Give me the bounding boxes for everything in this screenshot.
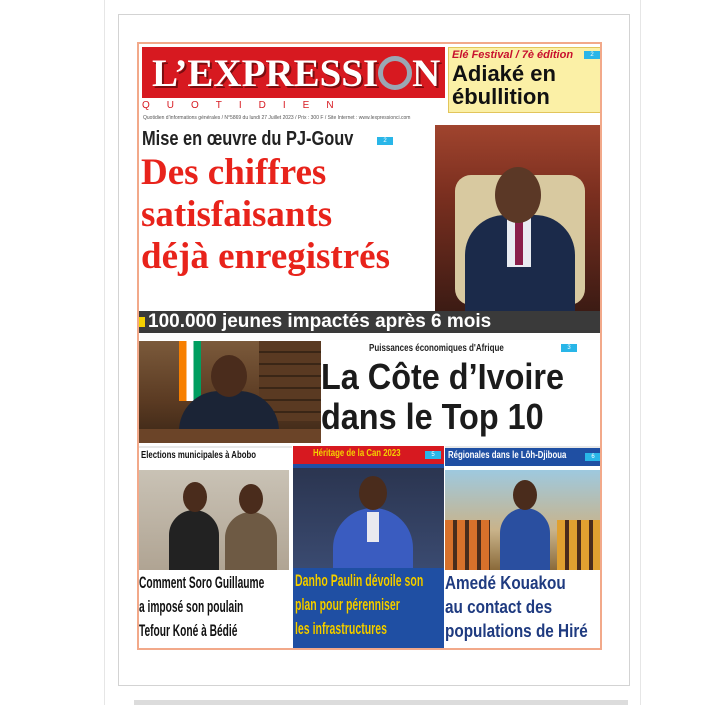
banner-marker-icon — [139, 317, 145, 327]
column-2-shirt — [367, 512, 379, 542]
second-head-shape — [211, 355, 247, 397]
masthead — [142, 47, 445, 98]
second-headline-line1: La Côte d’Ivoire — [321, 356, 565, 397]
masthead-o-logo-icon — [378, 56, 412, 90]
ivory-coast-flag-icon — [179, 341, 201, 401]
column-1-text-line2: a imposé son poulain — [139, 597, 244, 616]
page-left-rule — [104, 0, 105, 705]
next-card-edge — [134, 700, 628, 705]
promo-kicker: Elé Festival / 7è édition — [452, 49, 574, 61]
column-2-text — [295, 569, 423, 641]
column-3-text-line1: Amedé Kouakou — [445, 573, 566, 593]
column-abobo — [139, 446, 292, 650]
second-headline — [321, 357, 575, 437]
promo-page-tag: 2 — [584, 51, 600, 59]
second-photo — [139, 341, 321, 443]
page-right-rule — [640, 0, 641, 705]
promo-title-line2: ébullition — [452, 84, 550, 109]
masthead-subtitle: QUOTIDIEN — [142, 100, 351, 111]
masthead-title — [152, 51, 440, 96]
column-3-photo — [445, 470, 602, 570]
column-1-right-head — [239, 484, 263, 514]
column-1-text-line3: Tefour Koné à Bédié — [139, 621, 238, 640]
column-3-kicker: Régionales dans le Lôh-Djiboua — [448, 450, 567, 461]
lead-kicker: Mise en œuvre du PJ-Gouv — [142, 128, 354, 150]
lead-headline-line1: Des chiffres — [141, 152, 327, 193]
second-headline-line2: dans le Top 10 — [321, 396, 544, 437]
column-1-text — [139, 571, 264, 643]
head-shape — [495, 167, 541, 223]
imprint-line: Quotidien d’informations générales / N°5869 du lundi 27 Juillet 2023 / Prix : 300 F / Site Internet : www.lexpressionci.com — [143, 115, 411, 121]
column-3-text — [445, 571, 588, 643]
column-2-head — [359, 476, 387, 510]
column-1-photo — [139, 470, 289, 570]
promo-title — [452, 62, 556, 108]
column-2-text-line3: les infrastructures — [295, 619, 387, 638]
tie-shape — [515, 221, 523, 265]
lead-page-tag: 2 — [377, 137, 393, 145]
column-3-crowd-right — [557, 520, 602, 570]
desk-shape — [139, 429, 321, 443]
column-can-2023 — [293, 446, 444, 650]
column-1-kicker: Elections municipales à Abobo — [141, 450, 257, 461]
masthead-title-text: L’EXPRESSI — [152, 52, 379, 95]
column-1-right-suit — [225, 512, 277, 570]
column-3-text-line3: populations de Hiré — [445, 621, 588, 641]
column-3-crowd-left — [445, 520, 490, 570]
promo-box — [448, 47, 601, 113]
column-3-page-tag: 6 — [585, 453, 601, 461]
column-2-text-line2: plan pour pérenniser — [295, 595, 400, 614]
column-1-left-suit — [169, 510, 219, 570]
banner-text: 100.000 jeunes impactés après 6 mois — [148, 311, 492, 332]
lead-headline-line3: déjà enregistrés — [141, 236, 390, 277]
column-3-head — [513, 480, 537, 510]
column-2-photo — [293, 468, 444, 568]
column-1-left-head — [183, 482, 207, 512]
column-1-text-line1: Comment Soro Guillaume — [139, 573, 265, 592]
column-3-suit — [500, 508, 550, 570]
lead-photo — [435, 125, 601, 311]
column-2-text-line1: Danho Paulin dévoile son — [295, 571, 424, 590]
second-kicker: Puissances économiques d'Afrique — [369, 343, 504, 354]
column-hire — [445, 446, 602, 650]
column-2-page-tag: 5 — [425, 451, 441, 459]
promo-title-line1: Adiaké en — [452, 61, 556, 86]
newspaper-front-page[interactable] — [137, 42, 602, 650]
lead-headline-line2: satisfaisants — [141, 194, 333, 235]
column-3-text-line2: au contact des — [445, 597, 553, 617]
highlight-banner — [139, 311, 602, 333]
masthead-title-end: N — [412, 52, 441, 95]
lead-headline — [141, 152, 441, 278]
column-2-kicker: Héritage de la Can 2023 — [313, 448, 401, 459]
second-page-tag: 3 — [561, 344, 577, 352]
